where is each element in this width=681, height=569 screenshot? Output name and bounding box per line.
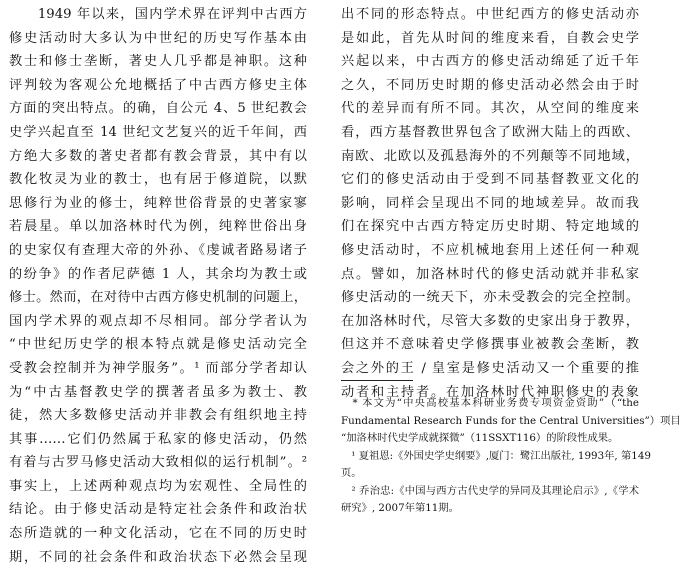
footnote-line: * 本文为“中央高校基本科研业务费专项资金资助”（“the [341,397,639,409]
text-line: 在加洛林时代，尽管大多数的史家出身于教界， [341,313,639,329]
text-line: 会之外的王 / 皇室是修史活动又一个重要的推 [341,360,639,376]
text-line: 教化牧灵为业的教士，也有居于修道院，以默 [9,172,307,188]
text-line: 若晨星。单以加洛林时代为例，纯粹世俗出身 [9,219,307,235]
text-line: “中世纪历史学的根本特点就是修史活动完全 [9,337,307,353]
text-line: 是如此，首先从时间的维度来看，自教会史学 [341,30,639,46]
text-line: 代的差异而有所不同。其次，从空间的维度来 [341,101,639,117]
footnotes [341,395,681,518]
text-line: 结论。由于修史活动是特定社会条件和政治状 [9,502,307,518]
text-line: 看，西方基督教世界包含了欧洲大陆上的西欧、 [341,124,639,140]
footnote-line: 研究》, 2007年第11期。 [341,502,459,514]
text-line: 受教会控制并为神学服务”。¹ 而部分学者却认 [9,360,307,376]
footnote-line: Fundamental Research Funds for the Central Universities”）项目 [341,414,681,427]
text-line: 影响，同样会呈现出不同的地域差异。故而我 [341,195,639,211]
text-line: 的史家仅有查理大帝的外孙、《虔诚者路易诸子 [9,242,307,258]
footnote-line: 页。 [341,467,362,479]
text-line: 有着与古罗马修史活动大致相似的运行机制”。² [9,455,307,471]
footnote-divider [341,380,413,381]
text-line: 态所造就的一种文化活动，它在不同的历史时 [9,526,307,542]
text-line: 修史活动的一统天下，亦未受教会的完全控制。 [341,290,639,306]
text-line: 出不同的形态特点。中世纪西方的修史活动亦 [341,7,639,22]
footnote-line: “加洛林时代史学成就探微”（11SSXT116）的阶段性成果。 [341,432,619,444]
text-line: 它们的修史活动由于受到不同基督教亚文化的 [341,172,639,188]
text-line: 的纷争》的作者尼萨德 1 人，其余均为教士或 [9,266,307,282]
text-line: 点。譬如，加洛林时代的修史活动就并非私家 [341,266,639,282]
text-line: 国内学术界的观点却不尽相同。部分学者认为 [9,313,307,329]
text-line: 期，不同的社会条件和政治状态下必然会呈现 [9,549,307,565]
text-line: 们在探究中古西方特定历史时期、特定地域的 [341,219,639,235]
text-line: 方面的突出特点。的确，自公元 4、5 世纪教会 [9,101,307,117]
text-line: 思修行为业的修士，纯粹世俗背景的史著家寥 [9,195,307,211]
text-line: 南欧、北欧以及孤悬海外的不列颠等不同地域， [341,148,639,164]
text-line: 事实上，上述两种观点均为宏观性、全局性的 [9,478,307,494]
footnote-line: ¹ 夏祖恩:《外国史学史纲要》,厦门：鹭江出版社, 1993年, 第149 [341,449,651,462]
text-line: 修史活动时，不应机械地套用上述任何一种观 [341,242,639,258]
text-line: 1949 年以来，国内学术界在评判中古西方 [9,7,307,22]
text-line: 但这并不意味着史学修撰事业被教会垄断，教 [341,337,639,353]
text-line: 徒，然大多数修史活动并非教会有组织地主持 [9,408,307,424]
footnote-line: ² 乔治忠:《中国与西方古代史学的异同及其理论启示》,《学术 [341,484,639,497]
text-line: 修史活动时大多认为中世纪的历史写作基本由 [9,30,307,46]
text-line: 教士和修士垄断，著史人几乎都是神职。这种 [9,54,307,70]
text-line: 修士。然而，在对待中古西方修史机制的问题上， [9,290,307,306]
text-line: 兴起以来，中古西方的修史活动绵延了近千年 [341,54,639,70]
text-line: 动者和主持者。在加洛林时代神职修史的表象 [341,384,639,400]
text-line: 评判较为客观公允地概括了中古西方修史主体 [9,77,307,93]
text-line: 之久，不同历史时期的修史活动必然会由于时 [341,77,639,93]
text-line: 其事……它们仍然属于私家的修史活动，仍然 [9,431,307,447]
right-text-column [341,3,639,404]
text-line: 为“中古基督教史学的撰著者虽多为教士、教 [9,384,307,400]
left-text-column [9,3,307,569]
text-line: 方绝大多数的著史者都有教会背景，其中有以 [9,148,307,164]
text-line: 史学兴起直至 14 世纪文艺复兴的近千年间，西 [9,124,307,140]
